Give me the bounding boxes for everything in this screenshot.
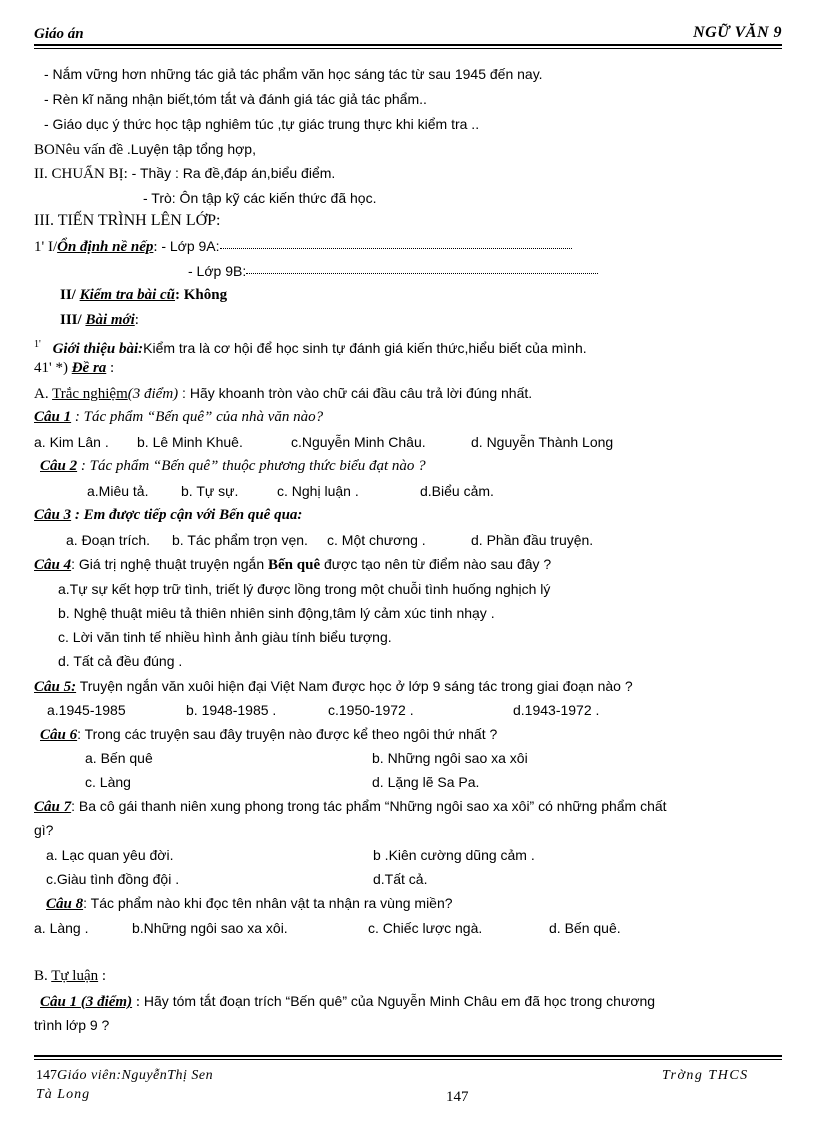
q6-label: Câu 6 [40, 727, 78, 743]
stabilize-prefix: I/ [44, 239, 58, 255]
q5-text: Truyện ngắn văn xuôi hiện đại Việt Nam được học ở lớp 9 sáng tác trong giai đoạn nào ? [76, 678, 633, 694]
footer-school: Trờng THCS [662, 1068, 749, 1083]
prep-teacher: - Thầy : Ra đề,đáp án,biểu điểm. [127, 165, 336, 181]
footer-teacher: Giáo viên:NguyễnThị Sen [57, 1068, 214, 1083]
q5-label: Câu 5: [34, 679, 77, 695]
q1-option-b: b. Lê Minh Khuê. [137, 434, 243, 450]
bon-text: .Luyện tập tổng hợp, [126, 141, 256, 157]
q7-line [34, 796, 667, 817]
footer-place: Tà Long [36, 1087, 91, 1102]
q3-line [34, 505, 302, 525]
q7-options-row2 [46, 869, 686, 889]
q1-option-c: c.Nguyễn Minh Châu. [291, 434, 426, 450]
q6-option-a: a. Bến quê [85, 750, 153, 766]
header-rule [34, 44, 782, 46]
q5-option-a: a.1945-1985 [47, 702, 126, 718]
q4-pre: : Giá trị nghệ thuật truyện ngắn [71, 556, 269, 572]
oldlesson-label: II/ [60, 287, 80, 303]
newlesson-label: III/ [60, 312, 86, 328]
stabilize-line [34, 236, 572, 257]
q8-text: : Tác phẩm nào khi đọc tên nhân vật ta nhận ra vùng miền? [83, 895, 453, 911]
exam-colon: : [106, 360, 115, 376]
stabilize-min: 1' [34, 239, 45, 255]
exam-line [34, 358, 114, 378]
partb-line [34, 966, 106, 986]
q4-option-b: b. Nghệ thuật miêu tả thiên nhiên sinh động,tâm lý cảm xúc tinh nhạy . [58, 605, 495, 621]
footer-rule-thin [34, 1059, 782, 1060]
q8-label: Câu 8 [46, 896, 84, 912]
q7-option-d: d.Tất cả. [373, 871, 428, 887]
q6-options-row1 [85, 748, 685, 768]
q6-options-row2 [85, 772, 685, 792]
intro-label: Giới thiệu bài: [52, 341, 144, 357]
q3-option-c: c. Một chương . [327, 532, 426, 548]
q3-options [66, 530, 786, 550]
q2-line [40, 456, 426, 476]
oldlesson-line [60, 285, 227, 305]
class-a-blank [220, 236, 572, 249]
header-left: Giáo án [34, 26, 84, 42]
q2-text: : Tác phẩm “Bến quê” thuộc phương thức biểu đạt nào ? [77, 458, 426, 474]
class-b-label: - Lớp 9B: [188, 263, 247, 279]
q3-label: Câu 3 [34, 507, 72, 523]
q4-option-a: a.Tự sự kết hợp trữ tình, triết lý được lồng trong một chuỗi tình huống nghịch lý [58, 581, 551, 597]
class-a-label: - Lớp 9A: [161, 238, 220, 254]
q5-option-b: b. 1948-1985 . [186, 702, 277, 718]
q2-option-a: a.Miêu tả. [87, 483, 149, 499]
q6-text: : Trong các truyện sau đây truyện nào được kể theo ngôi thứ nhất ? [77, 726, 498, 742]
page-header [34, 24, 782, 46]
parta-title: Trắc nghiệm [52, 386, 128, 402]
q6-option-c: c. Làng [85, 774, 131, 790]
newlesson-line [60, 310, 139, 330]
q4-line [34, 554, 551, 575]
newlesson-colon: : [134, 312, 139, 328]
q5-line [34, 676, 633, 697]
header-right: NGỮ VĂN 9 [693, 24, 782, 41]
q7-option-b: b .Kiên cường dũng cảm . [373, 847, 535, 863]
q4-option-c: c. Lời văn tinh tế nhiều hình ảnh giàu tính biểu tượng. [58, 629, 392, 645]
essay1-cont: trình lớp 9 ? [34, 1017, 110, 1033]
exam-min: 41' [34, 360, 52, 376]
exam-title: Đề ra [71, 360, 107, 376]
q1-label: Câu 1 [34, 409, 72, 425]
class-b-blank [246, 261, 598, 274]
q2-option-b: b. Tự sự. [181, 483, 239, 499]
bon-label: BONêu vấn đề [34, 142, 127, 158]
objective-1: - Nắm vững hơn những tác giả tác phẩm văn học sáng tác từ sau 1945 đến nay. [44, 66, 543, 82]
q6-line [40, 724, 497, 745]
q3-text: : Em được tiếp cận với Bến quê qua: [71, 507, 303, 523]
essay1-text: Hãy tóm tắt đoạn trích “Bến quê” của Nguyễn Minh Châu em đã học trong chương [140, 993, 656, 1009]
prep-student: - Trò: Ôn tập kỹ các kiến thức đã học. [143, 190, 377, 206]
footer-num: 147 [36, 1068, 57, 1083]
partb-prefix: B. [34, 968, 52, 984]
q1-line [34, 407, 323, 427]
bon-line [34, 139, 256, 160]
essay1-colon: : [132, 994, 141, 1010]
stabilize-label: Ổn định nề nếp [57, 239, 154, 255]
objective-2: - Rèn kĩ năng nhận biết,tóm tắt và đánh giá tác giả tác phẩm.. [44, 91, 427, 107]
parta-line [34, 383, 532, 404]
q2-option-c: c. Nghị luận . [277, 483, 359, 499]
footer-page: 147 [446, 1089, 469, 1105]
prep-title: II. CHUẨN BỊ: [34, 166, 128, 182]
class-b-line [188, 261, 598, 281]
q1-text: : Tác phẩm “Bến quê” của nhà văn nào? [71, 409, 324, 425]
parta-prefix: A. [34, 386, 53, 402]
q8-option-c: c. Chiếc lược ngà. [368, 920, 483, 936]
q3-option-d: d. Phần đầu truyện. [471, 532, 594, 548]
header-rule-thin [34, 48, 782, 49]
newlesson-title: Bài mới [85, 312, 135, 328]
oldlesson-title: Kiểm tra bài cũ [79, 287, 176, 303]
q8-option-b: b.Những ngôi sao xa xôi. [132, 920, 288, 936]
q3-option-b: b. Tác phẩm trọn vẹn. [172, 532, 308, 548]
intro-text: Kiểm tra là cơ hội để học sinh tự đánh giá kiến thức,hiểu biết của mình. [143, 340, 587, 356]
oldlesson-value: : Không [175, 287, 228, 303]
process-title: III. TIẾN TRÌNH LÊN LỚP: [34, 212, 221, 229]
intro-line [34, 335, 587, 359]
intro-min: 1' [34, 339, 41, 350]
q5-options [47, 700, 787, 720]
q7-label: Câu 7 [34, 799, 72, 815]
q4-option-d: d. Tất cả đều đúng . [58, 653, 183, 669]
partb-colon: : [98, 968, 107, 984]
essay1-line [40, 991, 655, 1012]
q4-label: Câu 4 [34, 557, 72, 573]
q7-option-c: c.Giàu tình đồng đội . [46, 871, 180, 887]
q1-options [34, 432, 794, 452]
parta-instr: : Hãy khoanh tròn vào chữ cái đầu câu trả lời đúng nhất. [178, 385, 533, 401]
q5-option-c: c.1950-1972 . [328, 702, 414, 718]
q2-label: Câu 2 [40, 458, 78, 474]
q6-option-d: d. Lặng lẽ Sa Pa. [372, 774, 480, 790]
q1-option-a: a. Kim Lân . [34, 434, 109, 450]
q4-post: được tạo nên từ điểm nào sau đây ? [320, 556, 552, 572]
q3-option-a: a. Đoạn trích. [66, 532, 151, 548]
q8-line [46, 893, 453, 914]
q1-option-d: d. Nguyễn Thành Long [471, 434, 614, 450]
q7-option-a: a. Lạc quan yêu đời. [46, 847, 174, 863]
footer-left [36, 1068, 213, 1084]
q4-bold: Bến quê [268, 557, 321, 573]
q6-option-b: b. Những ngôi sao xa xôi [372, 750, 528, 766]
stabilize-colon: : [153, 239, 162, 255]
objective-3: - Giáo dục ý thức học tập nghiêm túc ,tự giác trung thực khi kiểm tra .. [44, 116, 480, 132]
q7-options-row1 [46, 845, 686, 865]
q2-option-d: d.Biểu cảm. [420, 483, 494, 499]
exam-prefix: *) [51, 360, 72, 376]
q7-text: : Ba cô gái thanh niên xung phong trong tác phẩm “Những ngôi sao xa xôi” có những phẩm chất [71, 798, 667, 814]
q8-option-d: d. Bến quê. [549, 920, 621, 936]
parta-points: (3 điểm) [127, 386, 179, 402]
footer-rule [34, 1055, 782, 1057]
q5-option-d: d.1943-1972 . [513, 702, 600, 718]
partb-title: Tự luận [51, 968, 99, 984]
q8-option-a: a. Làng . [34, 920, 89, 936]
q7-cont: gì? [34, 822, 54, 838]
essay1-label: Câu 1 (3 điểm) [40, 994, 133, 1010]
q8-options [34, 918, 754, 938]
prep-line [34, 163, 335, 184]
q2-options [87, 481, 787, 501]
